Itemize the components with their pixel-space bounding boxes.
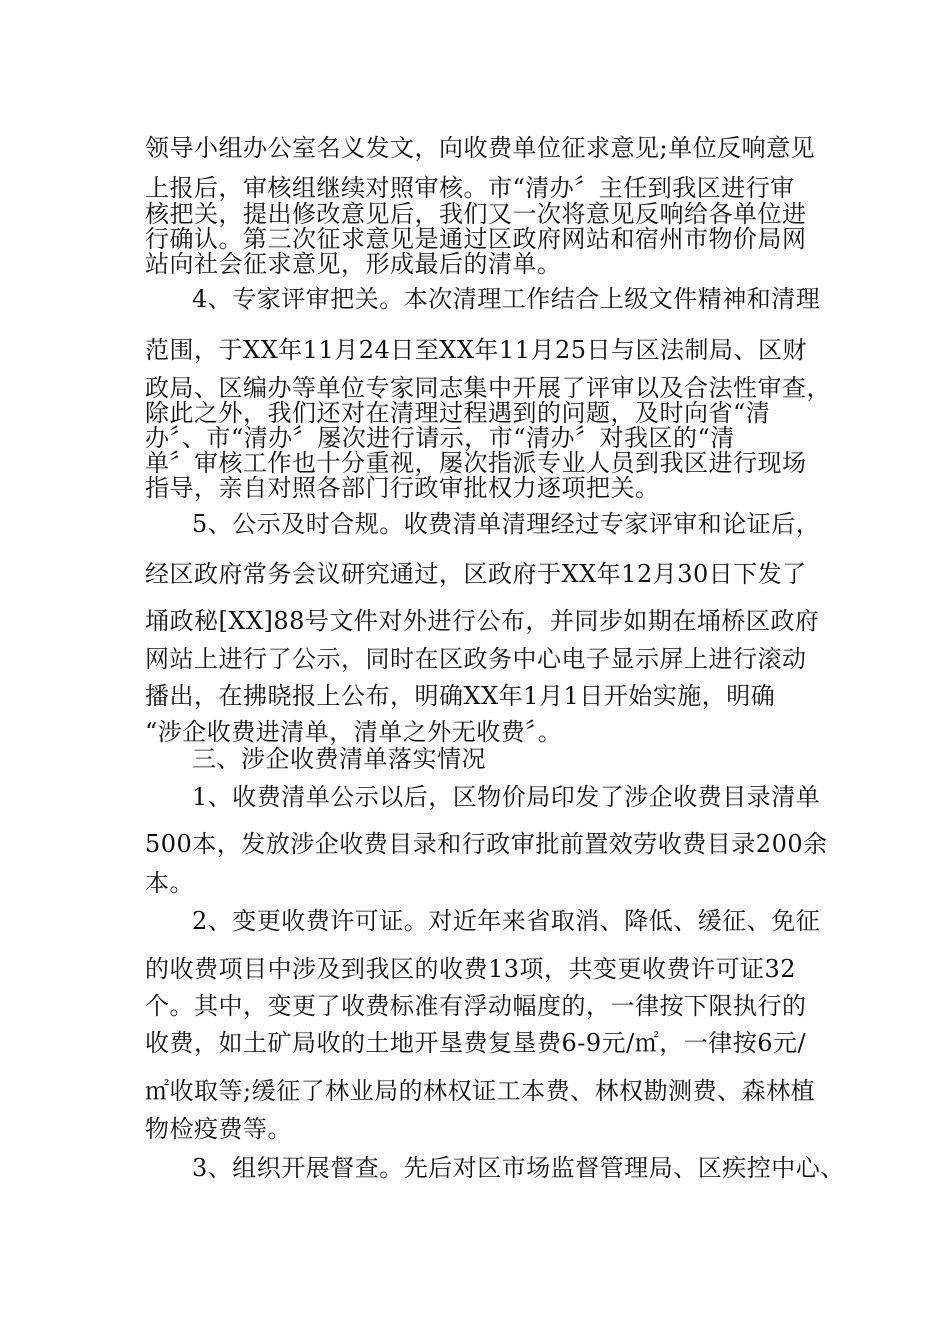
text-line: 单〞审核工作也十分重视，屡次指派专业人员到我区进行现场 bbox=[145, 449, 807, 477]
text-line: 政局、区编办等单位专家同志集中开展了评审以及合法性审查， bbox=[145, 374, 831, 402]
text-line: 上报后，审核组继续对照审核。市“清办〞主任到我区进行审 bbox=[145, 174, 795, 202]
text-line: 2、变更收费许可证。对近年来省取消、降低、缓征、免征 bbox=[192, 907, 821, 935]
text-line: 4、专家评审把关。本次清理工作结合上级文件精神和清理 bbox=[192, 285, 821, 313]
text-line: 的收费项目中涉及到我区的收费13项，共变更收费许可证32 bbox=[145, 955, 797, 983]
text-line: 经区政府常务会议研究通过，区政府于XX年12月30日下发了 bbox=[145, 560, 807, 588]
text-line: 指导，亲自对照各部门行政审批权力逐项把关。 bbox=[145, 474, 660, 502]
text-line: 埇政秘[XX]88号文件对外进行公布，并同步如期在埇桥区政府 bbox=[145, 607, 820, 635]
text-line: 播出，在拂晓报上公布，明确XX年1月1日开始实施，明确 bbox=[145, 682, 776, 710]
text-line: “涉企收费进清单，清单之外无收费〞。 bbox=[145, 718, 563, 746]
text-line: 办〞、市“清办〞屡次进行请示，市“清办〞对我区的“清 bbox=[145, 424, 735, 452]
text-line: 个。其中，变更了收费标准有浮动幅度的，一律按下限执行的 bbox=[145, 992, 807, 1020]
text-line: ㎡收取等;缓征了林业局的林权证工本费、林权勘测费、森林植 bbox=[145, 1077, 816, 1105]
text-line: 500本，发放涉企收费目录和行政审批前置效劳收费目录200余 bbox=[145, 830, 828, 858]
text-line: 站向社会征求意见，形成最后的清单。 bbox=[145, 250, 562, 278]
text-line: 行确认。第三次征求意见是通过区政府网站和宿州市物价局网 bbox=[145, 225, 807, 253]
text-line: 3、组织开展督查。先后对区市场监督管理局、区疾控中心、 bbox=[192, 1154, 845, 1182]
text-line: 除此之外，我们还对在清理过程遇到的问题，及时向省“清 bbox=[145, 399, 771, 427]
text-line: 1、收费清单公示以后，区物价局印发了涉企收费目录清单 bbox=[192, 783, 821, 811]
text-line: 物检疫费等。 bbox=[145, 1115, 292, 1143]
text-line: 5、公示及时合规。收费清单清理经过专家评审和论证后， bbox=[192, 510, 821, 538]
section-heading: 三、涉企收费清单落实情况 bbox=[192, 745, 486, 773]
text-line: 网站上进行了公示，同时在区政务中心电子显示屏上进行滚动 bbox=[145, 645, 807, 673]
text-line: 领导小组办公室名义发文，向收费单位征求意见;单位反响意见 bbox=[145, 134, 816, 162]
text-line: 收费，如土矿局收的土地开垦费复垦费6-9元/㎡，一律按6元/ bbox=[145, 1029, 807, 1057]
text-line: 核把关，提出修改意见后，我们又一次将意见反响给各单位进 bbox=[145, 200, 807, 228]
text-line: 范围，于XX年11月24日至XX年11月25日与区法制局、区财 bbox=[145, 336, 807, 364]
text-line: 本。 bbox=[145, 869, 194, 897]
